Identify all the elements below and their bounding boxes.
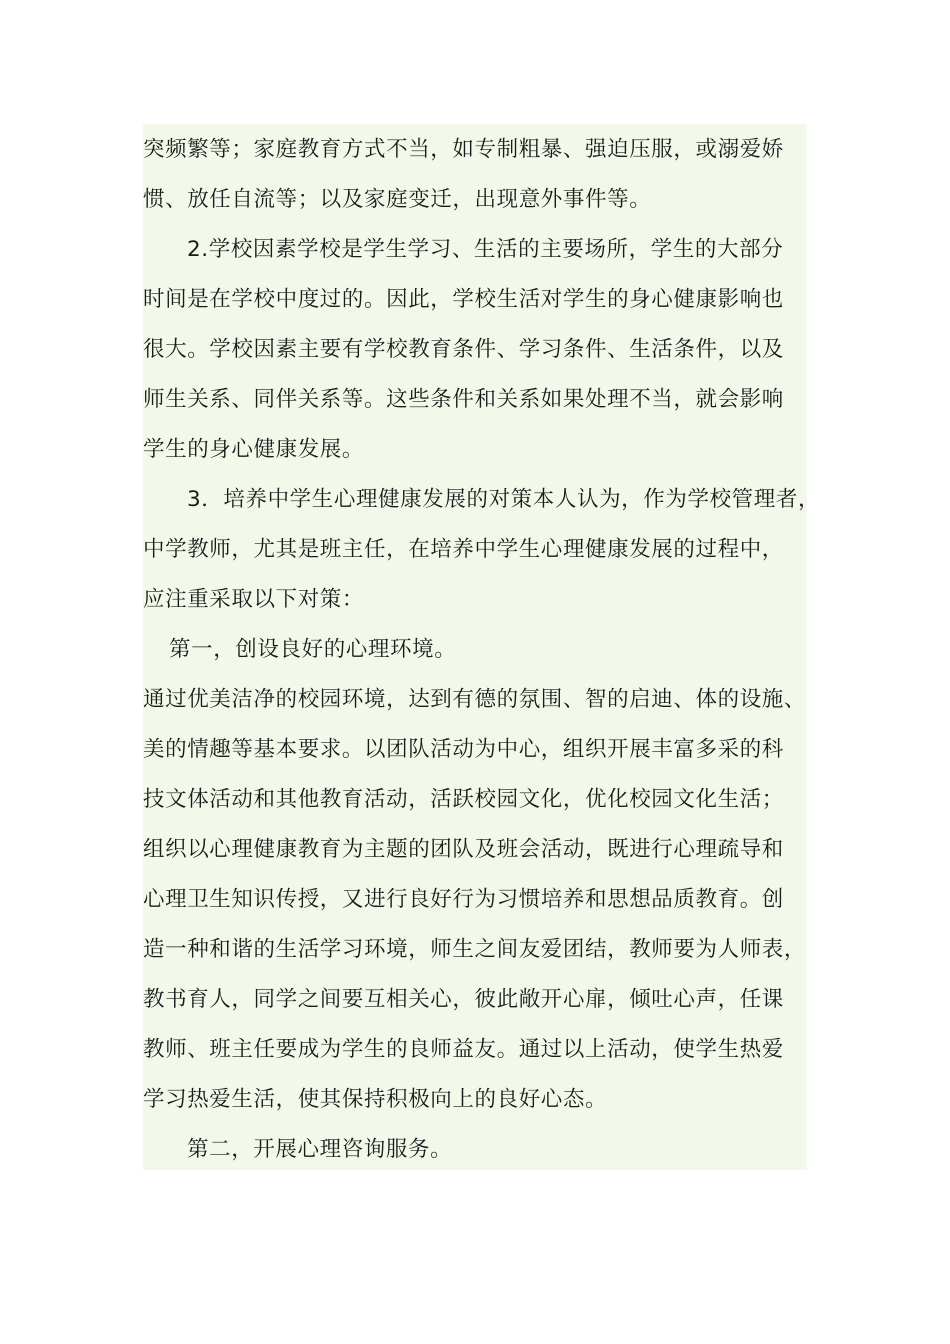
text-line-10: 应注重采取以下对策： — [143, 587, 365, 612]
text-line-2: 惯、放任自流等；以及家庭变迁，出现意外事件等。 — [143, 187, 652, 212]
text-line-3: 2.学校因素学校是学生学习、生活的主要场所，学生的大部分 — [187, 237, 784, 262]
text-line-9: 中学教师，尤其是班主任，在培养中学生心理健康发展的过程中， — [143, 537, 784, 562]
text-line-13: 美的情趣等基本要求。以团队活动为中心，组织开展丰富多采的科 — [143, 737, 784, 762]
text-line-16: 心理卫生知识传授，又进行良好行为习惯培养和思想品质教育。创 — [143, 887, 784, 912]
text-line-12: 通过优美洁净的校园环境，达到有德的氛围、智的启迪、体的设施、 — [143, 687, 807, 712]
text-line-4: 时间是在学校中度过的。因此，学校生活对学生的身心健康影响也 — [143, 287, 784, 312]
text-line-18: 教书育人，同学之间要互相关心，彼此敞开心扉，倾吐心声，任课 — [143, 987, 784, 1012]
highlighted-text-block — [143, 124, 821, 1170]
text-line-19: 教师、班主任要成为学生的良师益友。通过以上活动，使学生热爱 — [143, 1037, 784, 1062]
text-line-20: 学习热爱生活，使其保持积极向上的良好心态。 — [143, 1087, 608, 1112]
text-line-17: 造一种和谐的生活学习环境，师生之间友爱团结，教师要为人师表， — [143, 937, 807, 962]
text-line-8: 3．培养中学生心理健康发展的对策本人认为，作为学校管理者， — [187, 487, 821, 512]
text-line-6: 师生关系、同伴关系等。这些条件和关系如果处理不当，就会影响 — [143, 387, 784, 412]
text-line-21: 第二，开展心理咨询服务。 — [187, 1137, 453, 1162]
text-line-5: 很大。学校因素主要有学校教育条件、学习条件、生活条件，以及 — [143, 337, 784, 362]
text-line-11: 第一，创设良好的心理环境。 — [169, 637, 457, 662]
text-line-7: 学生的身心健康发展。 — [143, 437, 365, 462]
text-line-15: 组织以心理健康教育为主题的团队及班会活动，既进行心理疏导和 — [143, 837, 784, 862]
text-line-1: 突频繁等；家庭教育方式不当，如专制粗暴、强迫压服，或溺爱娇 — [143, 137, 784, 162]
text-line-14: 技文体活动和其他教育活动，活跃校园文化，优化校园文化生活； — [143, 787, 784, 812]
